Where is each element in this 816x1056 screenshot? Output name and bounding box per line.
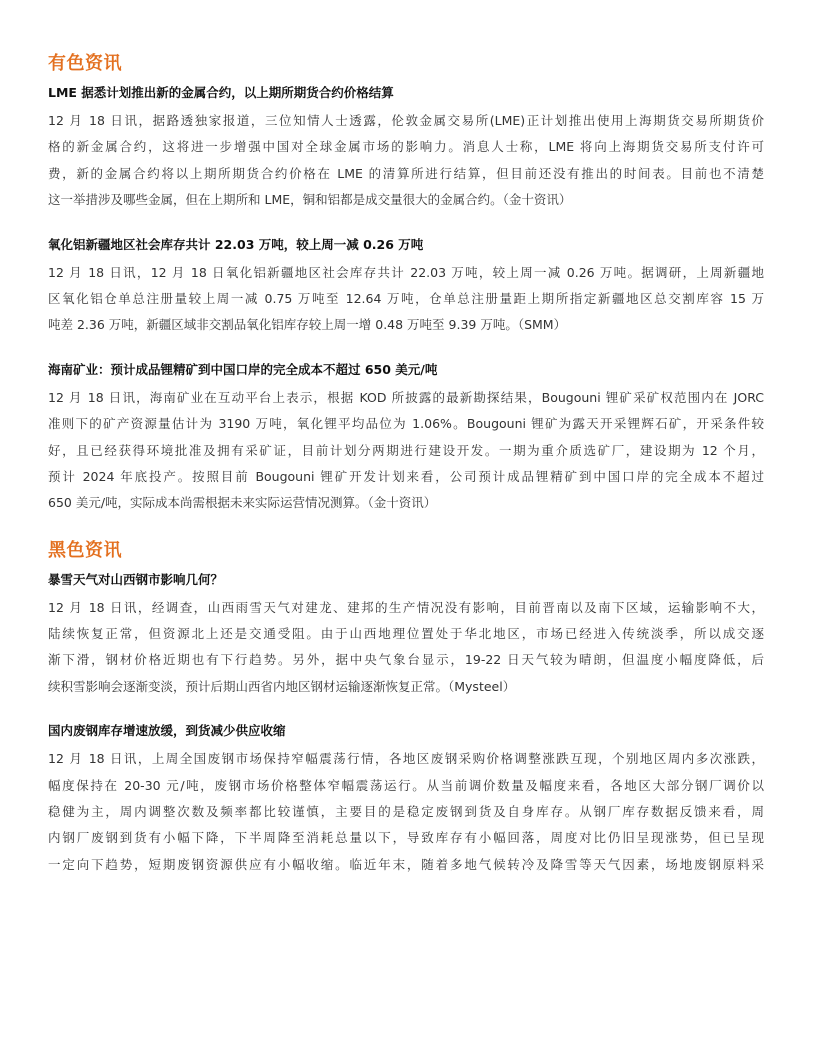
article-body	[48, 385, 764, 517]
article	[48, 722, 764, 878]
article-headline: 国内废钢库存增速放缓，到货减少供应收缩	[48, 723, 286, 739]
section-nonferrous	[48, 52, 764, 517]
body-line: 好，且已经获得环境批准及拥有采矿证，目前计划分两期进行建设开发。一期为重介质选矿厂，建设期为 12 个月，	[48, 442, 764, 458]
body-line: 陆续恢复正常，但资源北上还是交通受阻。由于山西地理位置处于华北地区，市场已经进入传统淡季，所以成交逐	[48, 626, 764, 642]
article	[48, 84, 764, 214]
article-body	[48, 595, 764, 701]
article-headline: LME 据悉计划推出新的金属合约，以上期所期货合约价格结算	[48, 85, 394, 100]
body-line: 幅度保持在 20-30 元/吨，废钢市场价格整体窄幅震荡运行。从当前调价数量及幅度来看，各地区大部分钢厂调价以	[48, 777, 764, 793]
section-title: 黑色资讯	[48, 539, 122, 561]
body-line: 一定向下趋势，短期废钢资源供应有小幅收缩。临近年末，随着多地气候转冷及降雪等天气因素，场地废钢原料采	[48, 856, 764, 872]
section-ferrous	[48, 539, 764, 879]
news-page	[48, 52, 764, 900]
article	[48, 361, 764, 517]
body-line: 12 月 18 日讯，据路透独家报道，三位知情人士透露，伦敦金属交易所(LME)正计划推出使用上海期货交易所期货价	[48, 113, 764, 128]
article	[48, 571, 764, 701]
body-line: 格的新金属合约，这将进一步增强中国对全球金属市场的影响力。消息人士称，LME 将向上海期货交易所支付许可	[48, 139, 764, 155]
body-line: 吨差 2.36 万吨，新疆区域非交割品氧化铝库存较上周一增 0.48 万吨至 9.39 万吨。（SMM）	[48, 317, 567, 333]
body-line: 12 月 18 日讯，上周全国废钢市场保持窄幅震荡行情，各地区废钢采购价格调整涨跌互现，个别地区周内多次涨跌，	[48, 751, 764, 767]
body-line: 12 月 18 日讯，12 月 18 日氧化铝新疆地区社会库存共计 22.03 万吨，较上周一减 0.26 万吨。据调研，上周新疆地	[48, 264, 764, 280]
body-line: 12 月 18 日讯，经调查，山西雨雪天气对建龙、建邦的生产情况没有影响，目前晋南以及南下区域，运输影响不大，	[48, 599, 764, 615]
body-line: 续积雪影响会逐渐变淡，预计后期山西省内地区钢材运输逐渐恢复正常。（Mysteel）	[48, 678, 516, 694]
article	[48, 236, 764, 339]
article-body	[48, 260, 764, 339]
body-line: 费，新的金属合约将以上期所期货合约价格在 LME 的清算所进行结算，但目前还没有推出的时间表。目前也不清楚	[48, 165, 764, 181]
section-title: 有色资讯	[48, 53, 122, 74]
article-headline: 暴雪天气对山西钢市影响几何？	[48, 571, 224, 587]
body-line: 预计 2024 年底投产。按照目前 Bougouni 锂矿开发计划来看，公司预计成品锂精矿到中国口岸的完全成本不超过	[48, 468, 764, 484]
article-headline: 氧化铝新疆地区社会库存共计 22.03 万吨，较上周一减 0.26 万吨	[48, 236, 424, 252]
body-line: 12 月 18 日讯，海南矿业在互动平台上表示，根据 KOD 所披露的最新勘探结果，Bougouni 锂矿采矿权范围内在 JORC	[48, 389, 764, 405]
body-line: 650 美元/吨，实际成本尚需根据未来实际运营情况测算。（金十资讯）	[48, 495, 437, 511]
article-body	[48, 108, 764, 214]
body-line: 渐下滑，钢材价格近期也有下行趋势。另外，据中央气象台显示，19-22 日天气较为晴朗，但温度小幅度降低，后	[48, 652, 764, 668]
body-line: 稳健为主，周内调整次数及频率都比较谨慎，主要目的是稳定废钢到货及自身库存。从钢厂库存数据反馈来看，周	[48, 804, 764, 820]
body-line: 区氧化铝仓单总注册量较上周一减 0.75 万吨至 12.64 万吨，仓单总注册量距上期所指定新疆地区总交割库容 15 万	[48, 290, 764, 306]
article-body	[48, 746, 764, 878]
body-line: 准则下的矿产资源量估计为 3190 万吨，氧化锂平均品位为 1.06%。Bougouni 锂矿为露天开采锂辉石矿，开采条件较	[48, 416, 764, 432]
article-headline: 海南矿业：预计成品锂精矿到中国口岸的完全成本不超过 650 美元/吨	[48, 361, 438, 377]
body-line: 内钢厂废钢到货有小幅下降，下半周降至消耗总量以下，导致库存有小幅回落，周度对比仍旧呈现涨势，但已呈现	[48, 830, 764, 846]
body-line: 这一举措涉及哪些金属，但在上期所和 LME，铜和铝都是成交量很大的金属合约。（金十资讯）	[48, 192, 572, 208]
